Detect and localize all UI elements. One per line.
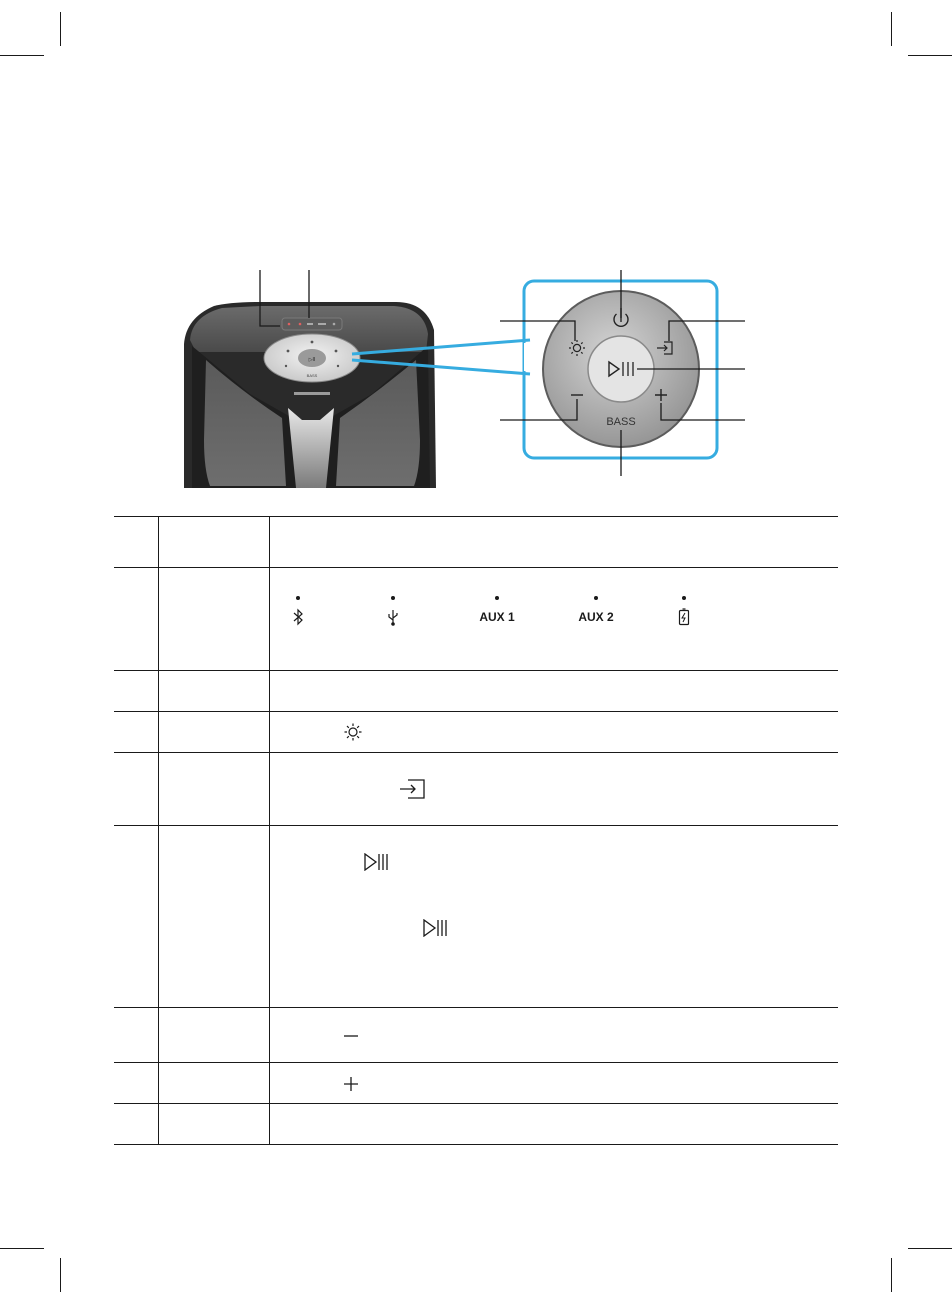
table-row: [114, 671, 838, 712]
aux2-label: AUX 2: [578, 610, 614, 624]
speaker-diagram: [0, 0, 952, 500]
minus-icon: [343, 1034, 359, 1038]
aux1-label: AUX 1: [479, 610, 515, 624]
table-row: [114, 568, 838, 671]
led-aux1: [467, 596, 527, 626]
speaker-body: [184, 302, 436, 488]
bluetooth-icon: [292, 608, 304, 626]
plus-icon: [343, 1076, 359, 1092]
led-bluetooth: [268, 596, 328, 626]
led-usb: [363, 596, 423, 626]
svg-text:BASS: BASS: [306, 373, 318, 378]
table-row: [114, 826, 838, 1008]
crop-mark: [0, 1248, 44, 1249]
crop-mark: [60, 1258, 61, 1292]
controls-table: [114, 516, 838, 1145]
table-row: [114, 712, 838, 753]
play-pause-icon: [423, 919, 447, 937]
table-row: [114, 1008, 838, 1063]
crop-mark: [908, 1248, 952, 1249]
led-battery: [654, 596, 714, 626]
battery-charging-icon: [678, 608, 690, 626]
bass-label: BASS: [606, 416, 636, 428]
sun-icon: [344, 723, 362, 741]
led-indicators: [270, 596, 830, 656]
input-source-icon: [398, 779, 426, 799]
table-row: [114, 1063, 838, 1104]
table-row: [114, 753, 838, 826]
led-aux2: [566, 596, 626, 626]
svg-text:▷II: ▷II: [308, 357, 316, 363]
led-indicator-cell: [270, 568, 839, 671]
usb-icon: [387, 608, 399, 626]
table-row: [114, 1104, 838, 1145]
crop-mark: [891, 1258, 892, 1292]
play-pause-icon: [364, 853, 388, 871]
table-row: [114, 517, 838, 568]
